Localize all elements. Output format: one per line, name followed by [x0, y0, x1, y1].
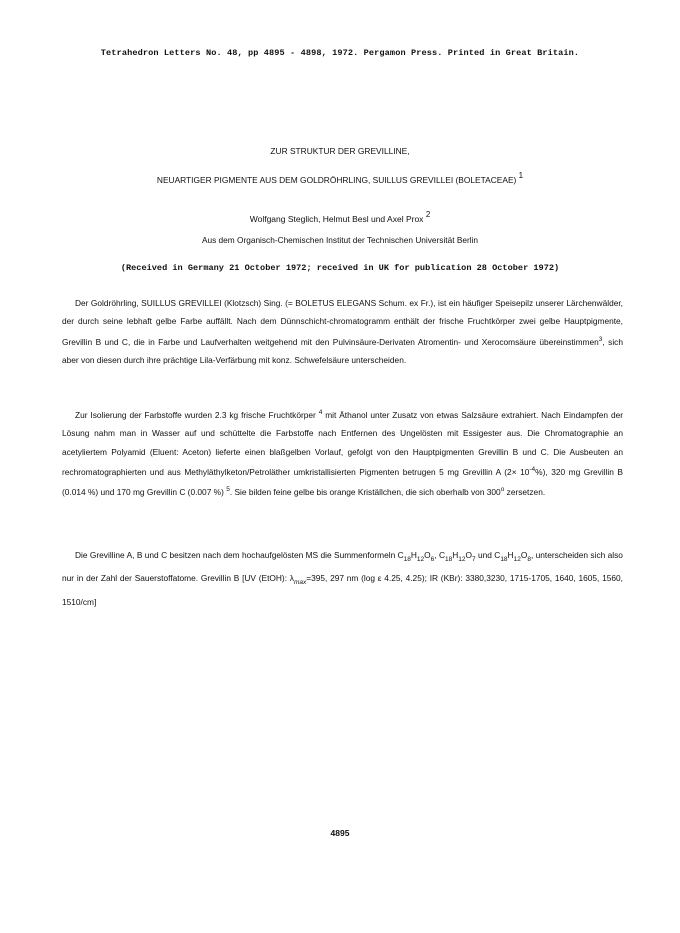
formula-grevillin-c: $C_{18}H_{12}O_8$ — [494, 550, 531, 563]
title-line-2 — [0, 171, 680, 185]
page-number: 4895 — [330, 828, 350, 838]
paragraph-2 — [62, 404, 623, 501]
exponent: -4 — [529, 465, 536, 473]
paragraph-3-text-d: , unterscheiden sich also nur in der Zahl der Sauerstoffatome. Grevillin B [UV (EtOH): λ — [62, 550, 623, 584]
formula-grevillin-b: $C_{18}H_{12}O_7$ — [438, 550, 476, 563]
affiliation: Aus dem Organisch-Chemischen Institut der Technischen Universität Berlin — [201, 235, 479, 245]
author-footnote-marker: 2 — [425, 210, 431, 219]
author-line — [0, 210, 680, 224]
reference-3-marker: 3 — [598, 335, 603, 343]
paragraph-1 — [62, 294, 623, 369]
formula-grevillin-a: $C_{18}H_{12}O_6$ — [397, 550, 435, 563]
title-line-1: ZUR STRUKTUR DER GREVILLINE, — [270, 146, 410, 156]
lambda-max-subscript: max — [293, 579, 307, 587]
degree-marker: o — [500, 486, 505, 494]
paragraph-3-text-b: , — [434, 550, 437, 560]
paragraph-1-text-b: , sich aber von diesen durch ihre prächtige Lila-Verfärbung mit konz. Schwefelsäure unterscheiden. — [62, 336, 623, 365]
paragraph-2-text-e: zersetzen. — [506, 487, 546, 498]
author-names: Wolfgang Steglich, Helmut Besl und Axel Prox — [249, 214, 424, 224]
journal-header: Tetrahedron Letters No. 48, pp 4895 - 4898, 1972. Pergamon Press. Printed in Great Britain. — [100, 48, 580, 58]
title-line-2-text: NEUARTIGER PIGMENTE AUS DEM GOLDRÖHRLING, SUILLUS GREVILLEI (BOLETACEAE) — [156, 175, 517, 185]
paragraph-2-text-b: mit Äthanol unter Zusatz von etwas Salzsäure extrahiert. Nach Eindampfen der Lösung nahm man in Wasser auf und schüttelte die Farbstoffe nach Entfernen des Ungelösten mit Essigester aus. Die Chromatographie an acetyliertem Polyamid (Eluent: Aceton) lieferte einen blaßgelben Vorlauf, gefolgt von den Hauptpigmenten Grevillin B und C. Die Ausbeuten an rechromatographierten und aus Methyläthylketon/Petroläther umkristallisierten Pigmenten betrugen 5 mg Grevillin A (2× 10 — [62, 410, 623, 477]
paragraph-2-text-d: . Sie bilden feine gelbe bis orange Kriställchen, die sich oberhalb von 300 — [229, 487, 501, 498]
paragraph-2-text-a: Zur Isolierung der Farbstoffe wurden 2.3 kg frische Fruchtkörper — [75, 410, 316, 420]
title-footnote-marker: 1 — [518, 171, 524, 180]
paragraph-1-text-a: Der Goldröhrling, SUILLUS GREVILLEI (Klotzsch) Sing. (= BOLETUS ELEGANS Schum. ex Fr.), ist ein häufiger Speisepilz unserer Lärchenwälder, der durch seine lebhaft gelbe Farbe auffällt. Nach dem Dünnschicht-chromatogramm enthält der frische Fruchtkörper zwei gelbe Hauptpigmente, Grevillin B und C, die in Farbe und Laufverhalten weitgehend mit den Pulvinsäure-Derivaten Atromentin- und Xerocomsäure übereinstimmen — [62, 298, 623, 347]
paragraph-2-text-c: %), 320 mg Grevillin B (0.014 %) und 170 mg Grevillin C (0.007 %) — [62, 466, 623, 498]
received-dates: (Received in Germany 21 October 1972; received in UK for publication 28 October 1972) — [120, 263, 560, 273]
paragraph-3-text-c: und — [477, 550, 492, 560]
paragraph-3 — [62, 546, 623, 611]
paragraph-3-text-e: =395, 297 nm (log ε 4.25, 4.25); IR (KBr): 3380,3230, 1715-1705, 1640, 1605, 1560, 1510/cm] — [62, 573, 623, 607]
reference-5-marker: 5 — [226, 486, 230, 494]
reference-4-marker: 4 — [318, 409, 323, 416]
paragraph-3-text-a: Die Grevilline A, B und C besitzen nach dem hochaufgelösten MS die Summenformeln — [75, 550, 396, 560]
